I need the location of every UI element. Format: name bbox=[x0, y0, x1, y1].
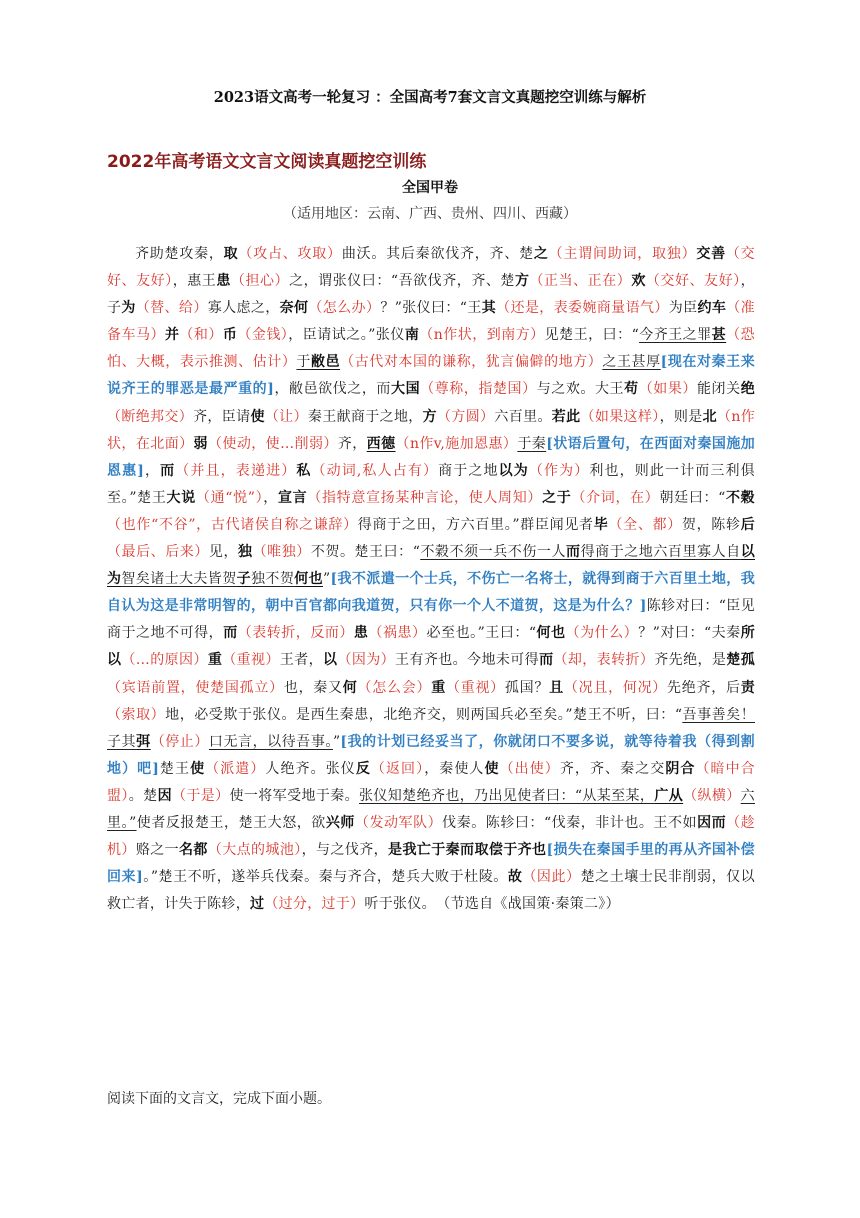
text-run: ” bbox=[332, 733, 341, 750]
key-term: 重 bbox=[431, 679, 446, 696]
underlined-sentence: 于 bbox=[296, 354, 311, 371]
key-term: 因而 bbox=[697, 814, 727, 831]
annotation: （并且，表递进） bbox=[175, 462, 297, 479]
translation: [损失在秦国手里的再从齐国补偿回来] bbox=[107, 842, 755, 886]
annotation: （大点的城池） bbox=[207, 842, 302, 859]
key-term: 责 bbox=[740, 679, 756, 696]
text-run: 王有齐也。今地未可得 bbox=[395, 652, 540, 669]
key-term: 独 bbox=[238, 544, 253, 561]
key-term: 使 bbox=[190, 760, 206, 777]
text-run: 楚王 bbox=[159, 760, 191, 777]
section-title: 2022年高考语文文言文阅读真题挖空训练 bbox=[107, 152, 427, 172]
key-term: 使 bbox=[250, 408, 265, 425]
text-run: 六百里。 bbox=[494, 408, 552, 425]
annotation: （n作v,施加恩惠） bbox=[395, 435, 518, 452]
annotation: （使动，使…削弱） bbox=[207, 435, 338, 452]
text-run: ” bbox=[323, 571, 331, 588]
annotation: （出使） bbox=[499, 760, 560, 777]
annotation: （表转折，反而） bbox=[237, 625, 354, 642]
translation: [我的计划已经妥当了，你就闭口不要多说，就等待着我（得到割地）吧] bbox=[107, 733, 755, 777]
annotation: （重视） bbox=[222, 652, 280, 669]
text-run: 见， bbox=[208, 544, 239, 561]
annotation: （全、都） bbox=[608, 516, 682, 533]
annotation: （发动军队） bbox=[354, 814, 443, 831]
key-term: 苟 bbox=[624, 381, 639, 398]
key-term-underlined: 弭 bbox=[136, 733, 151, 750]
passage-paragraph bbox=[107, 241, 755, 918]
text-run: ，与之伐齐， bbox=[301, 842, 389, 859]
annotation: （为什么） bbox=[565, 625, 639, 642]
text-run: ，子 bbox=[107, 273, 755, 317]
key-term: 反 bbox=[355, 760, 371, 777]
key-term: 约车 bbox=[697, 300, 727, 317]
key-term: 患 bbox=[216, 273, 231, 290]
annotation: （唯独） bbox=[252, 544, 311, 561]
key-term: 过 bbox=[250, 896, 265, 913]
key-term-underlined: 西德 bbox=[366, 435, 396, 452]
key-term: 若此 bbox=[551, 408, 581, 425]
key-term: 以为 bbox=[498, 462, 529, 479]
key-term: 名都 bbox=[179, 842, 208, 859]
text-run: ， bbox=[263, 489, 278, 506]
question-instruction: 阅读下面的文言文，完成下面小题。 bbox=[107, 1091, 331, 1107]
key-term: 以 bbox=[323, 652, 338, 669]
key-term: 而 bbox=[160, 462, 176, 479]
key-term: 欢 bbox=[631, 273, 646, 290]
annotation: （指特意宣扬某种言论，使人周知） bbox=[307, 489, 543, 506]
key-term: 其 bbox=[481, 300, 497, 317]
key-term: 之于 bbox=[542, 489, 572, 506]
annotation: （古代对本国的谦称，犹言偏僻的地方） bbox=[340, 354, 603, 371]
key-term: 而 bbox=[539, 652, 554, 669]
text-run: 之，谓张仪曰：“吾欲伐齐，齐、楚 bbox=[289, 273, 515, 290]
text-run: 齐，臣请 bbox=[193, 408, 251, 425]
text-run: “ bbox=[631, 327, 640, 344]
text-run: 齐，齐、秦之交 bbox=[559, 760, 666, 777]
text-run: 贺，陈轸 bbox=[681, 516, 741, 533]
annotation: （因为） bbox=[337, 652, 396, 669]
underlined-sentence: 之王甚厚 bbox=[602, 354, 661, 371]
annotation: （作为） bbox=[528, 462, 590, 479]
text-run: ，秦使人 bbox=[424, 760, 485, 777]
text-run: 也，秦又 bbox=[283, 679, 343, 696]
key-term-underlined: 子 bbox=[236, 571, 252, 588]
annotation: （n作状，到南方） bbox=[419, 327, 545, 344]
text-run: 齐先绝，是 bbox=[654, 652, 727, 669]
key-term: 绝 bbox=[740, 381, 755, 398]
annotation: （如果） bbox=[638, 381, 697, 398]
key-term: 私 bbox=[296, 462, 312, 479]
key-term-underlined: 以为 bbox=[107, 544, 756, 588]
annotation: （怎么办） bbox=[308, 300, 381, 317]
annotation: （交好、友好） bbox=[645, 273, 741, 290]
annotation: （替、给） bbox=[135, 300, 208, 317]
annotation: （索取） bbox=[107, 706, 166, 723]
key-term-underlined: 何也 bbox=[294, 571, 324, 588]
text-run: 使一将军受地于秦。 bbox=[229, 787, 360, 804]
annotation: （派遣） bbox=[205, 760, 266, 777]
annotation: （于是） bbox=[171, 787, 230, 804]
annotation: （方圆） bbox=[437, 408, 495, 425]
annotation: （最后、后来） bbox=[107, 544, 209, 561]
annotation: （断绝邦交） bbox=[107, 408, 194, 425]
text-run: 朝廷曰：“ bbox=[659, 489, 726, 506]
key-term: 阴合 bbox=[665, 760, 696, 777]
key-term: 楚孤 bbox=[726, 652, 755, 669]
key-term: 何也 bbox=[536, 625, 566, 642]
underlined-sentence: 六里。” bbox=[107, 787, 755, 831]
key-term: 方 bbox=[514, 273, 530, 290]
text-run: 赂之一 bbox=[135, 842, 180, 859]
text-run: 伐秦。陈轸曰：“伐秦，非计也。王不如 bbox=[442, 814, 698, 831]
annotation: （动词,私人占有） bbox=[311, 462, 439, 479]
key-term: 患 bbox=[353, 625, 369, 642]
key-term: 弱 bbox=[193, 435, 208, 452]
underlined-sentence: 得商于之地六百里寡人自 bbox=[580, 544, 741, 561]
key-term: 说 bbox=[181, 489, 196, 506]
underlined-sentence: 不穀不须一兵不伤一人 bbox=[420, 544, 567, 561]
key-term: 且 bbox=[549, 679, 564, 696]
underlined-sentence: 口无言，以待吾事。 bbox=[208, 733, 333, 750]
text-run: 听于张仪。 （节选自《战国策·秦策二》） bbox=[364, 896, 620, 913]
text-run: ，则是 bbox=[659, 408, 703, 425]
annotation: （尊称，指楚国） bbox=[420, 381, 537, 398]
text-run: 寡人虑之， bbox=[207, 300, 280, 317]
underlined-sentence: 独不贺 bbox=[251, 571, 295, 588]
document-title: 2023语文高考一轮复习 ：全国高考7套文言文真题挖空训练与解析 bbox=[213, 89, 647, 106]
text-run: 与之欢。大王 bbox=[536, 381, 625, 398]
text-run: 商于之地 bbox=[438, 462, 499, 479]
key-term: 所以 bbox=[107, 625, 756, 669]
annotation: （正当、正在） bbox=[529, 273, 632, 290]
key-term: 大国 bbox=[391, 381, 421, 398]
annotation: （宾语前置，使楚国孤立） bbox=[107, 679, 284, 696]
text-run: 齐助楚攻秦， bbox=[135, 246, 224, 262]
key-term-underlined: 甚 bbox=[711, 327, 727, 344]
text-run: ， bbox=[144, 462, 161, 479]
text-run: 秦王献商于之地， bbox=[307, 408, 423, 425]
annotation: （恐怕、大概，表示推测、估计） bbox=[107, 327, 755, 371]
key-term: 毕 bbox=[593, 516, 609, 533]
annotation: （却，表转折） bbox=[553, 652, 655, 669]
key-term: 故 bbox=[507, 869, 523, 886]
key-term: 南 bbox=[404, 327, 420, 344]
text-run: ，敝邑欲伐之，而 bbox=[274, 381, 391, 398]
annotation: （停止） bbox=[150, 733, 209, 750]
key-term: 币 bbox=[222, 327, 238, 344]
key-term: 之 bbox=[533, 246, 549, 262]
text-run: ？”对曰：“夫秦 bbox=[638, 625, 741, 642]
underlined-sentence: 吾事善矣！子其 bbox=[107, 706, 756, 750]
annotation: （还是，表委婉商量语气） bbox=[496, 300, 669, 317]
key-term: 是我亡于秦而取偿于齐也 bbox=[388, 842, 547, 859]
text-run: 。”楚王不听，遂举兵伐秦。秦与齐合，楚兵大败于杜陵。 bbox=[143, 869, 508, 886]
annotation: （担心） bbox=[230, 273, 290, 290]
text-run: ，惠王 bbox=[172, 273, 217, 290]
text-run: ，臣请试之。”张仪 bbox=[288, 327, 405, 344]
key-term-underlined: 广从 bbox=[654, 787, 684, 804]
key-term: 北 bbox=[702, 408, 717, 425]
text-run: 齐， bbox=[337, 435, 367, 452]
key-term: 后 bbox=[740, 516, 756, 533]
annotation: （祸患） bbox=[368, 625, 427, 642]
annotation: （让） bbox=[264, 408, 308, 425]
annotation: （纵横） bbox=[683, 787, 741, 804]
annotation: （交好、友好） bbox=[107, 246, 755, 290]
key-term-underlined: 敝邑 bbox=[310, 354, 341, 371]
key-term: 取 bbox=[223, 246, 239, 262]
key-term: 宣言 bbox=[277, 489, 308, 506]
annotation: （如果这样） bbox=[580, 408, 660, 425]
annotation: （攻占、攻取） bbox=[238, 246, 342, 262]
annotation: （准备车马） bbox=[107, 300, 755, 344]
annotation: （金钱） bbox=[237, 327, 289, 344]
annotation: （和） bbox=[179, 327, 223, 344]
text-run: 。楚 bbox=[128, 787, 158, 804]
annotation: （暗中合盟） bbox=[107, 760, 755, 804]
key-term: 因 bbox=[157, 787, 172, 804]
annotation: （介词，在） bbox=[571, 489, 660, 506]
underlined-sentence: 张仪知楚绝齐也，乃出见使者曰：“从某至某， bbox=[359, 787, 655, 804]
key-term: 并 bbox=[164, 327, 180, 344]
text-run: 为臣 bbox=[668, 300, 698, 317]
annotation: （重视） bbox=[445, 679, 505, 696]
annotation: （趁机） bbox=[107, 814, 755, 859]
text-run: 不贺。楚王曰：“ bbox=[310, 544, 421, 561]
key-term: 为 bbox=[121, 300, 136, 317]
applicable-regions: （适用地区：云南、广西、贵州、四川、西藏） bbox=[283, 206, 577, 222]
text-run: ？”张仪曰：“王 bbox=[380, 300, 482, 317]
text-run: 使者反报楚王，楚王大怒，欲 bbox=[136, 814, 326, 831]
paper-subtitle: 全国甲卷 bbox=[402, 180, 458, 196]
annotation: （n作状，在北面） bbox=[107, 408, 755, 452]
underlined-sentence: 于秦 bbox=[517, 435, 547, 452]
key-term: 大 bbox=[166, 489, 182, 506]
text-run: 利也，则此一计而三利俱至。”楚王 bbox=[107, 462, 755, 506]
key-term-underlined: 而 bbox=[566, 544, 581, 561]
key-term: 奈何 bbox=[279, 300, 309, 317]
text-run: 先绝齐，后 bbox=[667, 679, 741, 696]
key-term: 方 bbox=[422, 408, 438, 425]
text-run: 必至也。”王曰：“ bbox=[426, 625, 537, 642]
annotation: （主谓间助词，取独） bbox=[548, 246, 697, 262]
text-run: 曲沃。其后秦欲伐齐，齐、楚 bbox=[341, 246, 534, 262]
text-run: 孤国？ bbox=[504, 679, 550, 696]
annotation: （通“悦”） bbox=[195, 489, 264, 506]
text-run: 能闭关 bbox=[696, 381, 741, 398]
text-run: 人绝齐。张仪 bbox=[265, 760, 356, 777]
key-term: 而 bbox=[223, 625, 238, 642]
key-term: 兴师 bbox=[325, 814, 355, 831]
key-term: 交善 bbox=[696, 246, 726, 262]
key-term: 使 bbox=[484, 760, 500, 777]
text-run: 楚之土壤士民非削弱，仅以救亡者，计失于陈轸， bbox=[107, 869, 755, 913]
annotation: （怎么会） bbox=[357, 679, 432, 696]
text-run: 陈轸对曰：“臣见商于之地不可得， bbox=[107, 598, 755, 642]
annotation: （因此） bbox=[522, 869, 581, 886]
text-run: 得商于之田，方六百里。”群臣闻见者 bbox=[357, 516, 594, 533]
text-run: 地，必受欺于张仪。是西生秦患，北绝齐交，则两国兵必至矣。”楚王不听，曰：“ bbox=[165, 706, 683, 723]
annotation: （…的原因） bbox=[121, 652, 208, 669]
annotation: （返回） bbox=[370, 760, 425, 777]
translation: [现在对秦王来说齐王的罪恶是最严重的] bbox=[107, 354, 755, 398]
underlined-sentence: 智矣诸士大夫皆贺 bbox=[121, 571, 237, 588]
text-run: 见楚王，曰： bbox=[544, 327, 632, 344]
key-term: 不穀 bbox=[725, 489, 755, 506]
translation: [我不派遣一个士兵，不伤亡一名将士，就得到商于六百里土地，我自认为这是非常明智的，朝中百官都向我道贺，只有你一个人不道贺，这是为什么？] bbox=[107, 571, 755, 615]
annotation: （也作“不谷”，古代诸侯自称之谦辞） bbox=[107, 516, 358, 533]
key-term: 重 bbox=[207, 652, 223, 669]
annotation: （过分，过于） bbox=[264, 896, 365, 913]
passage-body bbox=[107, 241, 755, 918]
underlined-sentence: 今齐王之罪 bbox=[639, 327, 712, 344]
translation: [状语后置句，在西面对秦国施加恩惠] bbox=[107, 435, 756, 479]
key-term: 何 bbox=[342, 679, 358, 696]
text-run: 王者， bbox=[279, 652, 324, 669]
annotation: （况且，何况） bbox=[563, 679, 668, 696]
